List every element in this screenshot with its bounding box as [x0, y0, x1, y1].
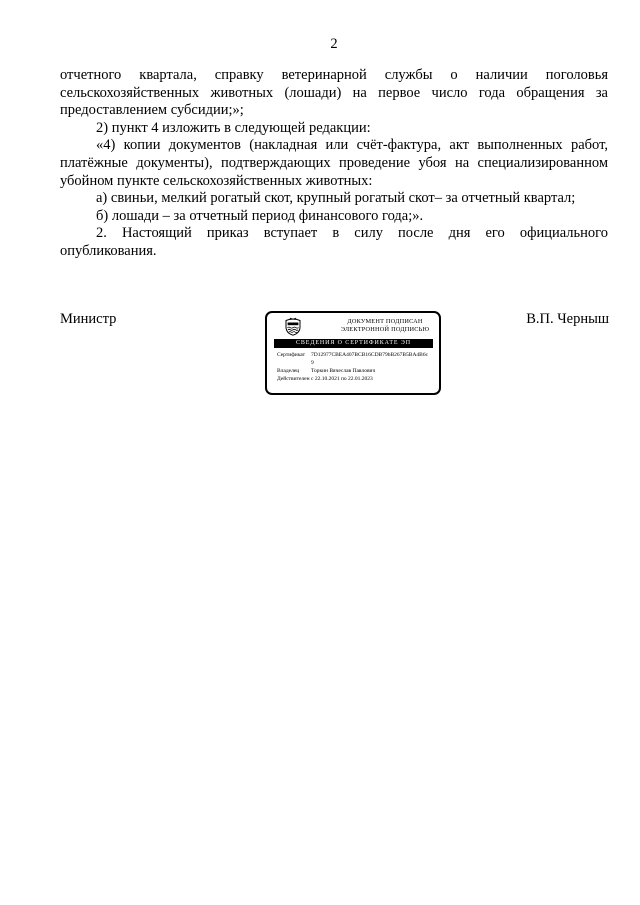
body-line: платёжные документы), подтверждающих проведение убоя на специализированном	[60, 154, 608, 171]
validity-label: Действителен	[277, 376, 310, 382]
body-line: «4) копии документов (накладная или счёт-фактура, акт выполненных работ,	[96, 137, 608, 154]
signatory-name: В.П. Черныш	[526, 311, 609, 327]
stamp-title	[333, 318, 437, 334]
certificate-label: Сертификат	[277, 352, 305, 358]
body-line: а) свиньи, мелкий рогатый скот, крупный рогатый скот– за отчетный квартал;	[96, 190, 576, 207]
coat-of-arms-icon	[284, 317, 302, 336]
body-line: сельскохозяйственных животных (лошади) на первое число года обращения за	[60, 84, 608, 101]
body-line: предоставлением субсидии;»;	[60, 102, 244, 119]
certificate-info-banner: СВЕДЕНИЯ О СЕРТИФИКАТЕ ЭП	[274, 339, 433, 348]
page-number: 2	[330, 36, 338, 52]
document-body	[60, 67, 608, 261]
owner-label: Владелец	[277, 368, 300, 374]
body-line: б) лошади – за отчетный период финансового года;».	[96, 207, 424, 224]
body-line: убойном пункте сельскохозяйственных животных:	[60, 172, 373, 189]
stamp-title-line: ЭЛЕКТРОННОЙ ПОДПИСЬЮ	[340, 326, 430, 333]
body-line: 2) пункт 4 изложить в следующей редакции:	[96, 119, 371, 136]
certificate-value: 7D12977CBEA407BCB16CDB79bB267B5BA4B6c9	[311, 352, 429, 366]
electronic-signature-stamp	[265, 311, 441, 395]
body-line: 2. Настоящий приказ вступает в силу после дня его официального	[96, 225, 608, 242]
body-line: отчетного квартала, справку ветеринарной службы о наличии поголовья	[60, 67, 608, 83]
stamp-title-line: ДОКУМЕНТ ПОДПИСАН	[347, 318, 423, 325]
body-line: опубликования.	[60, 242, 157, 259]
owner-value: Торкин Вячеслав Павлович	[311, 368, 376, 374]
validity-value: с 22.10.2021 по 22.01.2023	[311, 376, 373, 382]
signatory-position: Министр	[60, 311, 117, 327]
